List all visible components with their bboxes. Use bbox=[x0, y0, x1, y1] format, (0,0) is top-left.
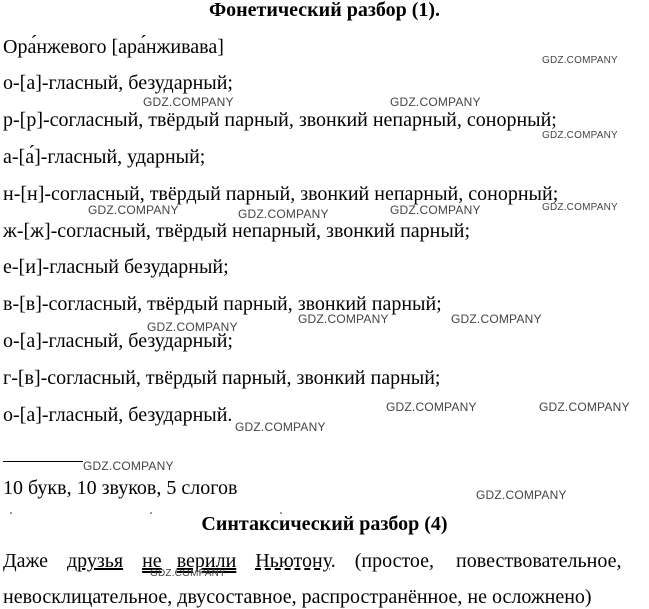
divider-rule bbox=[3, 461, 83, 462]
syntax-sentence bbox=[3, 550, 621, 572]
sentence-characteristics: (простое, повествовательное, bbox=[354, 550, 622, 572]
phonetic-row: ж-[ж]-согласный, твёрдый непарный, звонкий парный; bbox=[3, 220, 471, 242]
phonetic-row: в-[в]-согласный, твёрдый парный, звонкий парный; bbox=[3, 293, 442, 315]
watermark: GDZ.COMPANY bbox=[390, 95, 481, 109]
syntax-characteristics-cont: невосклицательное, двусоставное, распространённое, не осложнено) bbox=[3, 586, 592, 608]
watermark: GDZ.COMPANY bbox=[83, 459, 174, 473]
word-dazhe: Даже bbox=[3, 550, 48, 572]
watermark: GDZ.COMPANY bbox=[238, 207, 329, 221]
phonetic-title: Фонетический разбор (1). bbox=[208, 0, 441, 21]
watermark: GDZ.COMPANY bbox=[476, 488, 567, 502]
phonetic-row: о-[а]-гласный, безударный. bbox=[3, 404, 233, 426]
watermark: GDZ.COMPANY bbox=[88, 203, 179, 217]
phonetic-row: е-[и]-гласный безударный; bbox=[3, 256, 229, 278]
phonetic-row: а-[а́]-гласный, ударный; bbox=[3, 146, 206, 168]
watermark: GDZ.COMPANY bbox=[298, 312, 389, 326]
word-subject: друзья bbox=[66, 550, 124, 572]
watermark: GDZ.COMPANY bbox=[451, 312, 542, 326]
phonetic-row: о-[а]-гласный, безударный; bbox=[3, 72, 233, 94]
watermark: GDZ.COMPANY bbox=[386, 400, 477, 414]
phonetic-row: о-[а]-гласный, безударный; bbox=[3, 330, 233, 352]
summary-line: 10 букв, 10 звуков, 5 слогов bbox=[3, 477, 238, 499]
phonetic-row: г-[в]-согласный, твёрдый парный, звонкий парный; bbox=[3, 367, 441, 389]
phonetic-row: р-[р]-согласный, твёрдый парный, звонкий непарный, сонорный; bbox=[3, 109, 557, 131]
watermark: GDZ.COMPANY bbox=[143, 95, 234, 109]
watermark: GDZ.COMPANY bbox=[542, 202, 618, 213]
phonetic-row: н-[н]-согласный, твёрдый парный, звонкий непарный, сонорный; bbox=[3, 183, 559, 205]
watermark: GDZ.COMPANY bbox=[147, 320, 238, 334]
watermark: GDZ.COMPANY bbox=[539, 400, 630, 414]
watermark: GDZ.COMPANY bbox=[542, 55, 618, 66]
watermark: GDZ.COMPANY bbox=[150, 568, 226, 579]
watermark: GDZ.COMPANY bbox=[235, 420, 326, 434]
word-predicate: верили bbox=[176, 550, 237, 572]
sentence-period: . bbox=[330, 550, 336, 572]
word-object: Ньютону bbox=[255, 550, 331, 572]
word-particle: не bbox=[142, 550, 162, 572]
watermark: GDZ.COMPANY bbox=[542, 130, 618, 141]
word-transcription: Ора́нжевого [ара́нживава] bbox=[3, 36, 224, 58]
syntax-title: Синтаксический разбор (4) bbox=[201, 513, 448, 535]
watermark: GDZ.COMPANY bbox=[390, 203, 481, 217]
